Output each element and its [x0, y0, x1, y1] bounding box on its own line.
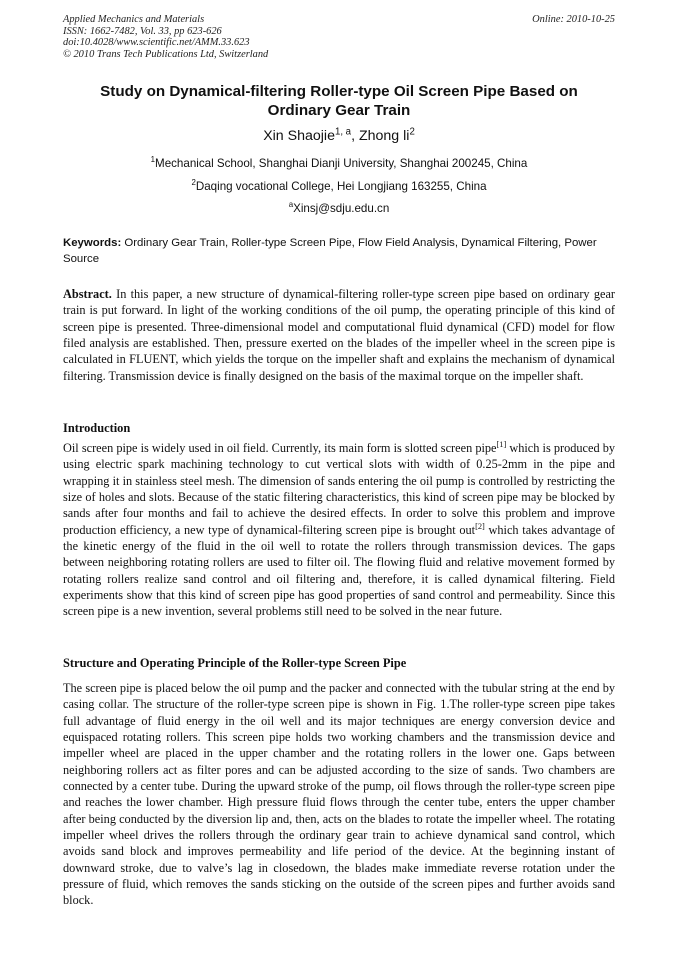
online-date: Online: 2010-10-25	[532, 14, 615, 25]
keywords-label: Keywords:	[63, 237, 122, 249]
affiliation-mark: a	[288, 200, 294, 210]
keywords	[63, 236, 615, 267]
abstract-label: Abstract.	[63, 287, 112, 301]
author-affiliation-mark: 1, a	[334, 126, 352, 138]
copyright-line: © 2010 Trans Tech Publications Ltd, Switzerland	[63, 48, 269, 60]
author-affiliation-mark: 2	[409, 126, 415, 138]
doi-link[interactable]: doi:10.4028/www.scientific.net/AMM.33.623	[63, 37, 250, 49]
author-list	[0, 127, 678, 145]
abstract-text: In this paper, a new structure of dynamical-filtering roller-type screen pipe based on ordinary gear train is put forward. In light of the working conditions of the oil pump, the operating principle of this kind of screen pipe is presented. Three-dimensional model and computational fluid dynamical (CFD) model for flow filed analysis are established. Then, pressure exerted on the blades of the impeller wheel in the screen pipe is calculated in FLUENT, which yields the torque on the impeller shaft and explains the mechanism of dynamical filtering. Transmission device is finally designed on the basis of the maximal torque on the impeller shaft.	[63, 287, 615, 383]
section-heading-structure: Structure and Operating Principle of the Roller-type Screen Pipe	[63, 656, 407, 670]
citation-ref[interactable]: [2]	[475, 521, 485, 531]
citation-ref[interactable]: [1]	[496, 439, 507, 449]
keywords-text: Ordinary Gear Train, Roller-type Screen Pipe, Flow Field Analysis, Dynamical Filtering, Power Source	[63, 237, 597, 265]
abstract	[63, 286, 615, 384]
author-name: Zhong li	[358, 128, 410, 144]
paragraph-text: which takes advantage of the kinetic energy of the fluid in the oil well to rotate the rollers through transmission devices. The gaps between neighboring rotating rollers are used to filter oil. The flowing fluid and relative movement formed by rotating rollers realize sand control and oil filtering and, therefore, it is called dynamical filtering. Field experiments show that this kind of screen pipe has good properties of sand control and permeability. Since this screen pipe is a new invention, several problems still need to be solved in the near future.	[63, 522, 616, 619]
author-name: Xin Shaojie	[263, 128, 335, 144]
introduction-paragraph	[63, 440, 615, 620]
affiliation-mark: 2	[191, 178, 196, 188]
paper-title: Study on Dynamical-filtering Roller-type Oil Screen Pipe Based on Ordinary Gear Train	[100, 83, 578, 119]
affiliation-text: Mechanical School, Shanghai Dianji University, Shanghai 200245, China	[155, 157, 528, 170]
affiliation-mark: 1	[150, 155, 156, 165]
paragraph-text: Oil screen pipe is widely used in oil field. Currently, its main form is slotted screen pipe	[63, 441, 497, 455]
email-link[interactable]: Xinsj@sdju.edu.cn	[293, 202, 390, 215]
journal-meta	[63, 14, 268, 60]
section-heading-introduction: Introduction	[63, 421, 131, 435]
journal-name: Applied Mechanics and Materials	[63, 14, 205, 25]
issn-line: ISSN: 1662-7482, Vol. 33, pp 623-626	[63, 25, 222, 37]
author-separator: ,	[351, 128, 359, 144]
affiliation-2	[0, 180, 678, 194]
affiliation-1	[0, 157, 678, 171]
paragraph-text: which is produced by using electric spark machining technology to cut vertical slots with width of 0.25-2mm in the pipe and wrapping it in stainless steel mesh. The dimension of sands entering the oil pump is controlled by restricting the size of holes and slots. Because of the static filtering characteristics, this kind of screen pipe may be blocked by sands after four months and fail to achieve the desired effects. In order to solve this problem and improve production efficiency, a new type of dynamical-filtering screen pipe is brought out	[63, 441, 615, 537]
affiliation-text: Daqing vocational College, Hei Longjiang 163255, China	[195, 180, 487, 193]
structure-paragraph: The screen pipe is placed below the oil pump and the packer and connected with the tubular string at the end by casing collar. The structure of the roller-type screen pipe is shown in Fig. 1.The roller-type screen pipe takes full advantage of fluid energy in the oil well and its major techniques are energy conversion device and equispaced rotating rollers. This screen pipe holds two working chambers and the transmission device and impeller wheel are placed in the upper chamber and the rotating rollers in the lower one. Gaps between neighboring rollers act as filter pores and can be adjusted according to the size of sands. Two chambers are connected by a center tube. During the upward stroke of the pump, oil flows through the roller-type screen pipe and reaches the lower chamber. High pressure fluid flows through the center tube, enters the upper chamber after being conducted by the diversion lip and, then, acts on the blades to rotate the impeller wheel. The rotating impeller wheel drives the rollers through the ordinary gear train to achieve dynamical sand control, which avoids sand block and improves permeability and life period of the device. At the beginning instant of downward stroke, due to valve’s lag in closedown, the blades make immediate reverse rotation under the pressure of fluid, which removes the sands sticking on the outside of the screen pipes and further avoids sand block.	[63, 681, 615, 908]
author-email	[0, 202, 678, 216]
